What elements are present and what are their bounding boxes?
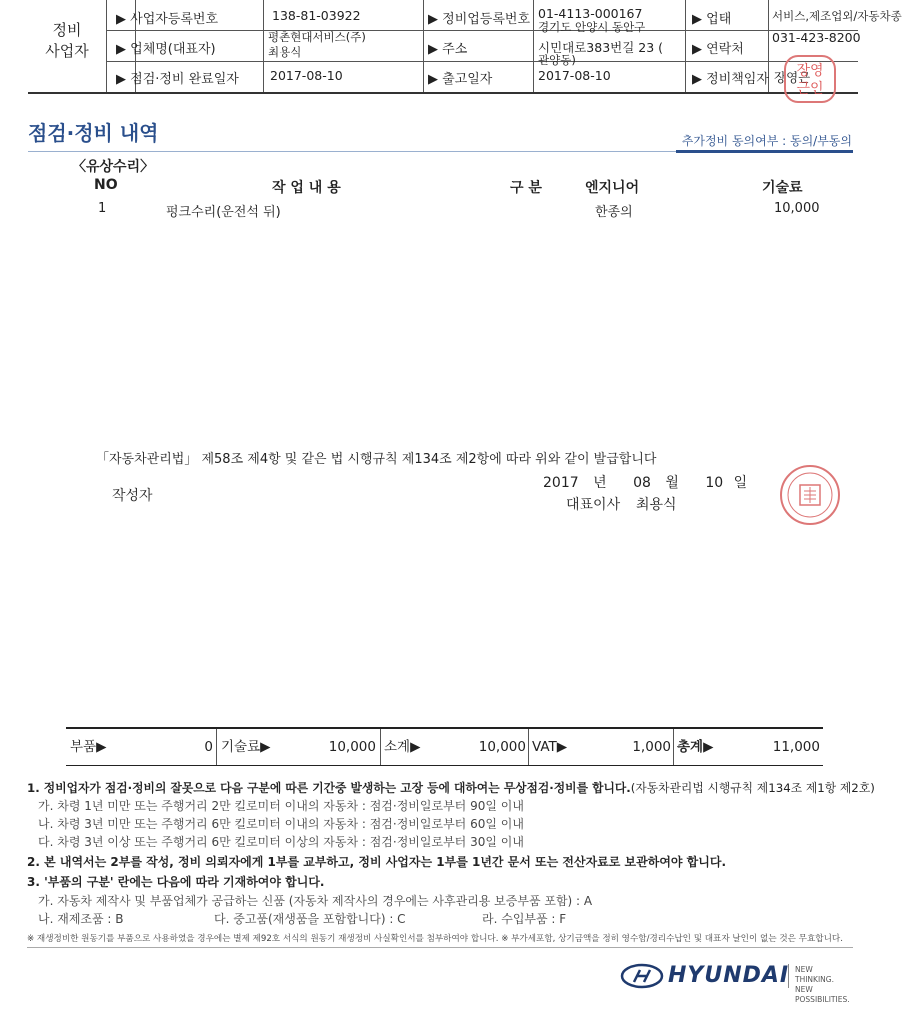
paid-repair-subtitle: 〈유상수리〉 <box>72 159 155 175</box>
company-seal-stamp <box>780 465 840 525</box>
col-engineer: 엔지니어 <box>585 180 640 196</box>
address-label: ▶ 주소 <box>428 42 468 57</box>
note-1: 1. 정비업자가 점검·정비의 잘못으로 다음 구분에 따른 기간중 발생하는 고장 등에 대하여는 무상점검·정비를 합니다.(자동차관리법 시행규칙 제134조 제1항 제2호) <box>27 781 875 795</box>
brand-slogan: NEW THINKING. NEW POSSIBILITIES. <box>795 965 850 1004</box>
signer-title: 대표이사 <box>566 497 621 513</box>
address-line-1: 경기도 안양시 동안구 <box>538 20 646 34</box>
company-name: 평촌현대서비스(주) <box>268 30 366 44</box>
industry-value: 서비스,제조업외/자동차종 <box>772 9 902 23</box>
note-2: 2. 본 내역서는 2부를 작성, 정비 의뢰자에게 1부를 교부하고, 정비 사업자는 1부를 1년간 문서 또는 전산자료로 보관하여야 합니다. <box>27 855 727 869</box>
completion-date-value: 2017-08-10 <box>270 68 343 83</box>
note-1a: 가. 차령 1년 미만 또는 주행거리 2만 킬로미터 이내의 자동차 : 점검·정비일로부터 90일 이내 <box>38 799 524 813</box>
total-value: 11,000 <box>772 739 820 755</box>
phone-label: ▶ 연락처 <box>692 42 744 57</box>
manager-label: ▶ 정비책임자 <box>692 72 769 87</box>
note-1b: 나. 차령 3년 미만 또는 주행거리 6만 킬로미터 이내의 자동차 : 점검·정비일로부터 60일 이내 <box>38 817 524 831</box>
col-fee: 기술료 <box>762 180 803 196</box>
business-info-table <box>28 0 902 94</box>
totals-bar <box>66 727 823 766</box>
section-divider-accent <box>676 150 853 153</box>
labor-value: 10,000 <box>328 739 376 755</box>
parts-value: 0 <box>204 739 213 755</box>
industry-label: ▶ 업태 <box>692 12 732 27</box>
release-date-label: ▶ 출고일자 <box>428 72 493 87</box>
note-3d: 라. 수입부품 : F <box>482 912 567 926</box>
company-label: ▶ 업체명(대표자) <box>116 42 216 57</box>
row-no: 1 <box>98 201 107 216</box>
total-label: 총계▶ <box>677 739 714 755</box>
footnote: ※ 재생정비한 원동기를 부품으로 사용하였을 경우에는 별제 제92호 서식의 원동기 재생정비 사실확인서를 첨부하여야 합니다. ※ 부가세포함, 상기금액을 정히 영수함/경리수납인 및 대표자 날인이 없는 것은 무효합니다. <box>27 934 843 944</box>
parts-label: 부품▶ <box>70 739 107 755</box>
note-3b: 나. 재제조품 : B <box>38 912 124 926</box>
row-engineer: 한종의 <box>595 205 633 220</box>
legal-statement: 「자동차관리법」 제58조 제4항 및 같은 법 시행규칙 제134조 제2항에 따라 위와 같이 발급합니다 <box>96 452 657 467</box>
vat-label: VAT▶ <box>532 739 568 755</box>
footer-divider <box>27 947 853 948</box>
manager-seal-stamp <box>784 55 836 103</box>
release-date-value: 2017-08-10 <box>538 68 611 83</box>
hyundai-emblem-icon <box>620 962 664 990</box>
note-1c: 다. 차령 3년 이상 또는 주행거리 6만 킬로미터 이상의 자동차 : 점검·정비일로부터 30일 이내 <box>38 835 524 849</box>
service-reg-label: ▶ 정비업등록번호 <box>428 12 531 27</box>
company-representative: 최용식 <box>268 45 302 59</box>
subtotal-label: 소계▶ <box>384 739 421 755</box>
note-3c: 다. 중고품(재생품을 포함합니다) : C <box>214 912 406 926</box>
svg-text:근인: 근인 <box>796 81 824 97</box>
vat-value: 1,000 <box>632 739 671 755</box>
service-reg-value: 01-4113-000167 <box>538 6 643 21</box>
row-fee: 10,000 <box>774 201 820 216</box>
subtotal-value: 10,000 <box>478 739 526 755</box>
completion-date-label: ▶ 점검·정비 완료일자 <box>116 72 239 87</box>
address-line-3: 관양동) <box>538 53 576 67</box>
business-side-title: 정비 사업자 <box>45 21 89 60</box>
reg-no-value: 138-81-03922 <box>272 8 361 23</box>
writer-label: 작성자 <box>112 488 153 504</box>
section-title: 점검·정비 내역 <box>28 121 159 145</box>
additional-service-consent: 추가정비 동의여부 : 동의/부동의 <box>681 134 852 148</box>
svg-text:장영: 장영 <box>796 63 824 79</box>
signer-name: 최용식 <box>636 497 677 513</box>
manager-name: 장영근 <box>774 70 811 85</box>
labor-label: 기술료▶ <box>221 739 271 755</box>
note-3a: 가. 자동차 제작사 및 부품업체가 공급하는 신품 (자동차 제작사의 경우에는 사후관리용 보증부품 포함) : A <box>38 894 593 908</box>
col-no: NO <box>94 177 118 193</box>
col-type: 구 분 <box>510 180 542 196</box>
brand-name: HYUNDAI <box>668 963 790 988</box>
reg-no-label: ▶ 사업자등록번호 <box>116 12 219 27</box>
issue-date: 2017 년 08 월 10 일 <box>543 475 748 491</box>
note-3: 3. '부품의 구분' 란에는 다음에 따라 기재하여야 합니다. <box>27 875 325 889</box>
phone-value: 031-423-8200 <box>772 30 861 45</box>
col-work: 작 업 내 용 <box>272 180 341 196</box>
row-work: 펑크수리(운전석 뒤) <box>166 205 281 220</box>
address-line-2: 시민대로383번길 23 ( <box>538 40 664 55</box>
